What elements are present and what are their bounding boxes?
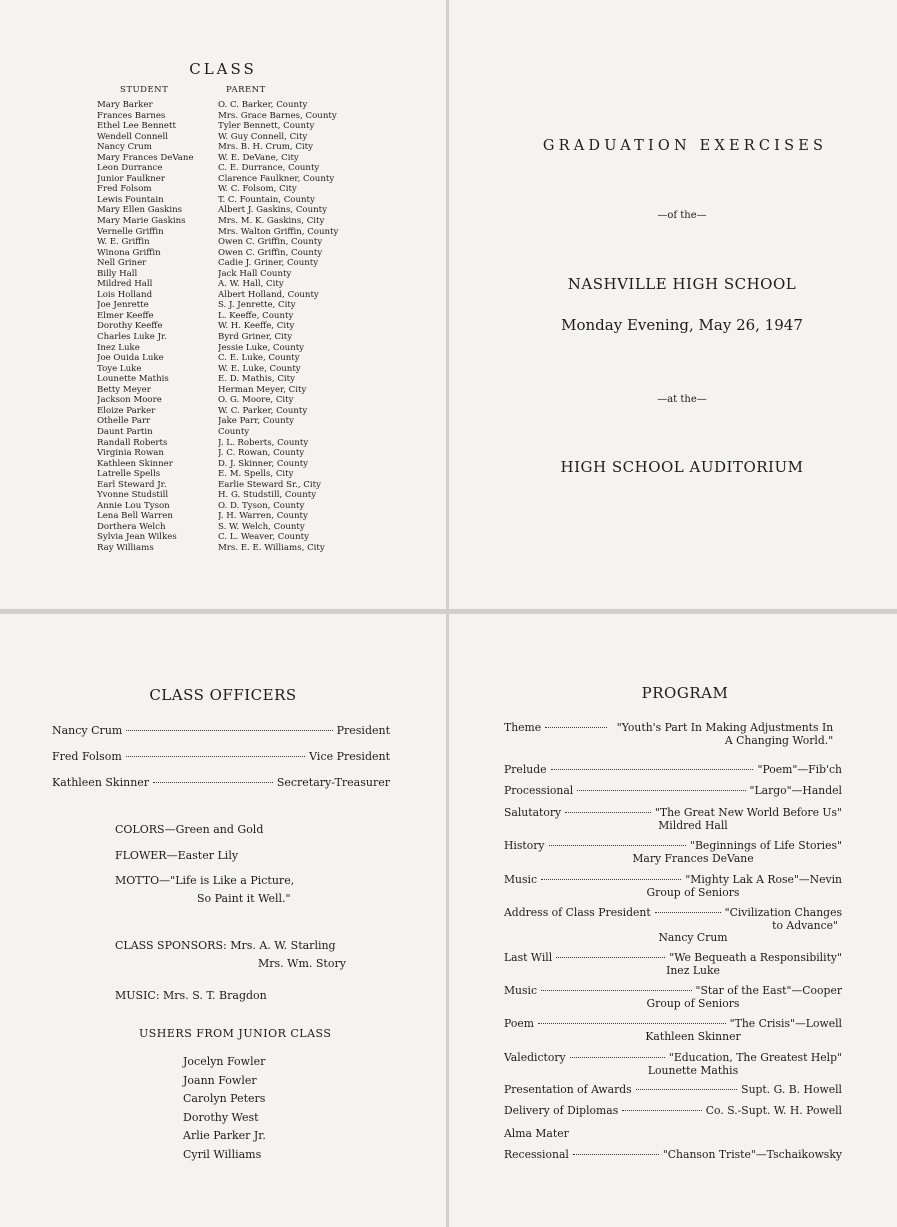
roster-row (97, 290, 397, 301)
roster-row (97, 532, 397, 543)
program-item-label: Salutatory (504, 806, 562, 819)
roster-row (97, 205, 397, 216)
cover-panel (449, 0, 897, 609)
roster-row (97, 258, 397, 269)
cover-venue: HIGH SCHOOL AUDITORIUM (560, 458, 804, 476)
parent-name: Byrd Griner, City (218, 332, 293, 343)
usher-name: Dorothy West (183, 1110, 259, 1124)
parent-name: Owen C. Griffin, County (218, 247, 323, 258)
program-item (504, 807, 842, 832)
program-item-value: "Mighty Lak A Rose"—Nevin (685, 873, 842, 886)
program-item-label: Music (504, 984, 538, 997)
student-name: Sylvia Jean Wilkes (97, 532, 177, 543)
leader-dots (545, 727, 607, 728)
program-title: PROGRAM (641, 684, 729, 702)
parent-name: C. E. Durrance, County (218, 163, 320, 174)
parent-name: Cadie J. Griner, County (218, 258, 319, 269)
program-item-performer: Inez Luke (666, 963, 720, 977)
parent-name: Albert Holland, County (218, 289, 319, 300)
program-item-value: Co. S.-Supt. W. H. Powell (705, 1104, 842, 1117)
student-name: Mary Ellen Gaskins (97, 205, 183, 216)
program-item-label: Delivery of Diplomas (504, 1104, 619, 1117)
program-item-label: Theme (504, 721, 542, 734)
student-name: Winona Griffin (97, 247, 161, 258)
class-sponsors (115, 937, 346, 973)
roster-row (97, 395, 397, 406)
student-name: Virginia Rowan (97, 448, 164, 459)
roster-row (97, 438, 397, 449)
student-name: Mildred Hall (97, 279, 153, 290)
program-item-value: "The Great New World Before Us" (654, 806, 842, 819)
parent-name: E. M. Spells, City (218, 469, 294, 480)
parent-name: Herman Meyer, City (218, 384, 307, 395)
officers-panel (0, 614, 446, 1227)
parent-name: Tyler Bennett, County (218, 121, 315, 132)
student-name: Kathleen Skinner (97, 458, 173, 469)
program-item-label: Recessional (504, 1148, 569, 1161)
program-item (504, 952, 842, 977)
program-item-value: "We Bequeath a Responsibility" (669, 951, 842, 964)
student-name: Lounette Mathis (97, 374, 169, 385)
parent-name: Clarence Faulkner, County (218, 173, 335, 184)
usher-name: Joann Fowler (183, 1073, 257, 1087)
cover-school-name: NASHVILLE HIGH SCHOOL (567, 275, 797, 293)
student-name: Inez Luke (97, 342, 140, 353)
parent-name: W. C. Parker, County (218, 405, 308, 416)
parent-column-header: PARENT (226, 85, 266, 95)
student-name: Nancy Crum (97, 142, 152, 153)
program-item (504, 1018, 842, 1043)
program-item (504, 874, 842, 899)
ushers-list (183, 1053, 266, 1165)
leader-dots (541, 879, 681, 880)
roster-row (97, 459, 397, 470)
program-item-label: Prelude (504, 763, 547, 776)
program-item-performer: Mildred Hall (658, 818, 728, 832)
parent-name: E. D. Mathis, City (218, 374, 295, 385)
leader-dots (551, 769, 754, 770)
roster-row (97, 174, 397, 185)
parent-name: D. J. Skinner, County (218, 458, 309, 469)
usher-name: Carolyn Peters (183, 1092, 266, 1106)
student-name: Mary Barker (97, 100, 153, 110)
leader-dots (556, 957, 665, 958)
roster-row (97, 543, 397, 554)
officer-name: Nancy Crum (52, 724, 123, 737)
sponsors-line-2: Mrs. Wm. Story (258, 957, 346, 970)
parent-name: J. H. Warren, County (218, 511, 308, 522)
program-item (504, 985, 842, 1010)
program-item-label: Music (504, 873, 538, 886)
roster-row (97, 163, 397, 174)
officer-role: President (336, 724, 390, 737)
leader-dots (549, 845, 687, 846)
parent-name: Earlie Steward Sr., City (218, 479, 321, 490)
parent-name: J. L. Roberts, County (218, 437, 309, 448)
student-name: Yvonne Studstill (97, 490, 169, 501)
program-item (504, 785, 842, 798)
officer-row (52, 750, 390, 763)
student-name: Annie Lou Tyson (97, 500, 170, 511)
program-item-value: "Star of the East"—Cooper (695, 984, 842, 997)
student-name: W. E. Griffin (97, 237, 150, 248)
officer-role: Vice President (309, 750, 390, 763)
class-motto (115, 872, 294, 908)
student-name: Nell Griner (97, 258, 147, 269)
leader-dots (153, 782, 273, 783)
parent-name: H. G. Studstill, County (218, 490, 317, 501)
cover-date: Monday Evening, May 26, 1947 (561, 316, 803, 334)
motto-line-2: So Paint it Well." (197, 892, 291, 905)
roster-row (97, 469, 397, 480)
roster-row (97, 480, 397, 491)
roster-row (97, 132, 397, 143)
parent-name: S. W. Welch, County (218, 521, 305, 532)
parent-name: W. E. Luke, County (218, 363, 301, 374)
class-colors: COLORS—Green and Gold (115, 823, 264, 836)
program-item (504, 764, 842, 777)
class-title: CLASS (189, 60, 257, 78)
roster-row (97, 427, 397, 438)
roster-row (97, 353, 397, 364)
officer-row (52, 776, 390, 789)
student-name: Betty Meyer (97, 384, 151, 395)
student-name: Randall Roberts (97, 437, 168, 448)
parent-name: W. E. DeVane, City (218, 152, 299, 163)
parent-name: W. Guy Connell, City (218, 131, 308, 142)
roster-row (97, 374, 397, 385)
sponsors-line-1: CLASS SPONSORS: Mrs. A. W. Starling (115, 939, 336, 952)
parent-name: O. D. Tyson, County (218, 500, 305, 511)
leader-dots (541, 990, 691, 991)
cover-title: GRADUATION EXERCISES (542, 138, 828, 154)
roster-row (97, 343, 397, 354)
program-item-value: "Youth's Part In Making Adjustments In A Changing World." (616, 721, 834, 747)
parent-name: Mrs. E. E. Williams, City (218, 542, 325, 553)
program-item-value: Supt. G. B. Howell (741, 1083, 842, 1096)
parent-name: O. G. Moore, City (218, 395, 294, 406)
usher-name: Cyril Williams (183, 1147, 262, 1161)
roster-row (97, 448, 397, 459)
roster-row (97, 100, 397, 111)
student-name: Earl Steward Jr. (97, 479, 167, 490)
program-item-value: "Beginnings of Life Stories" (690, 839, 842, 852)
class-roster-panel (0, 0, 446, 609)
roster-row (97, 227, 397, 238)
program-item-label: Last Will (504, 951, 553, 964)
roster-row (97, 111, 397, 122)
student-name: Billy Hall (97, 268, 138, 279)
program-item-value: "Civilization Changes (724, 906, 842, 919)
program-item-value: "The Crisis"—Lowell (729, 1017, 842, 1030)
roster-row (97, 153, 397, 164)
cover-of-the: —of the— (657, 210, 707, 221)
leader-dots (565, 812, 651, 813)
roster-list (97, 100, 397, 554)
student-name: Jackson Moore (97, 395, 162, 406)
roster-row (97, 195, 397, 206)
program-item-performer: Group of Seniors (646, 885, 740, 899)
student-name: Dorothy Keeffe (97, 321, 163, 332)
roster-row (97, 511, 397, 522)
program-item (504, 1052, 842, 1077)
roster-row (97, 248, 397, 259)
student-column-header: STUDENT (120, 85, 169, 95)
program-item-value: "Education, The Greatest Help" (668, 1051, 842, 1064)
student-name: Mary Frances DeVane (97, 152, 194, 163)
student-name: Vernelle Griffin (97, 226, 164, 237)
program-item-value-continued: to Advance" (772, 918, 838, 932)
program-item-performer: Lounette Mathis (647, 1063, 739, 1077)
program-item-value: "Largo"—Handel (749, 784, 842, 797)
program-item-label: Processional (504, 784, 574, 797)
roster-row (97, 332, 397, 343)
roster-row (97, 490, 397, 501)
parent-name: W. H. Keeffe, City (218, 321, 295, 332)
cover-at-the: —at the— (657, 394, 707, 405)
student-name: Joe Ouida Luke (97, 353, 164, 364)
program-item-label: Presentation of Awards (504, 1083, 632, 1096)
leader-dots (573, 1154, 659, 1155)
student-name: Joe Jenrette (97, 300, 149, 311)
roster-row (97, 279, 397, 290)
leader-dots (126, 730, 332, 731)
usher-name: Arlie Parker Jr. (183, 1129, 266, 1143)
program-item (504, 1105, 842, 1118)
parent-name: S. J. Jenrette, City (218, 300, 296, 311)
leader-dots (126, 756, 305, 757)
parent-name: Jack Hall County (218, 268, 292, 279)
student-name: Toye Luke (97, 363, 142, 374)
parent-name: J. C. Rowan, County (218, 448, 305, 459)
roster-row (97, 416, 397, 427)
roster-row (97, 184, 397, 195)
student-name: Ethel Lee Bennett (97, 121, 176, 132)
parent-name: County (218, 426, 250, 437)
program-item-label: History (504, 839, 545, 852)
roster-row (97, 501, 397, 512)
parent-name: W. C. Folsom, City (218, 184, 297, 195)
leader-dots (622, 1110, 702, 1111)
program-item-performer: Mary Frances DeVane (632, 851, 754, 865)
motto-line-1: MOTTO—"Life is Like a Picture, (115, 874, 295, 887)
student-name: Mary Marie Gaskins (97, 216, 186, 227)
ushers-title: USHERS FROM JUNIOR CLASS (139, 1027, 332, 1040)
parent-name: Mrs. Grace Barnes, County (218, 110, 337, 121)
program-item-value: "Chanson Triste"—Tschaikowsky (662, 1148, 842, 1161)
class-music: MUSIC: Mrs. S. T. Bragdon (115, 989, 267, 1002)
parent-name: C. E. Luke, County (218, 353, 300, 364)
program-item-performer: Kathleen Skinner (645, 1029, 741, 1043)
roster-row (97, 142, 397, 153)
roster-row (97, 364, 397, 375)
roster-row (97, 385, 397, 396)
program-item-performer: Group of Seniors (646, 996, 740, 1010)
roster-row (97, 522, 397, 533)
roster-row (97, 321, 397, 332)
program-item (504, 1128, 842, 1141)
parent-name: Albert J. Gaskins, County (218, 205, 327, 216)
roster-row (97, 237, 397, 248)
student-name: Lois Holland (97, 289, 153, 300)
program-item-value: "Poem"—Fib'ch (757, 763, 842, 776)
student-name: Othelle Parr (97, 416, 151, 427)
student-name: Lena Bell Warren (97, 511, 173, 522)
student-name: Fred Folsom (97, 184, 152, 195)
program-item (504, 1149, 842, 1162)
parent-name: Jake Parr, County (218, 416, 294, 427)
student-name: Charles Luke Jr. (97, 332, 167, 343)
program-panel (449, 614, 897, 1227)
parent-name: C. L. Weaver, County (218, 532, 309, 543)
leader-dots (577, 790, 745, 791)
student-name: Junior Faulkner (97, 173, 165, 184)
officer-name: Kathleen Skinner (52, 776, 150, 789)
leader-dots (655, 912, 721, 913)
program-item (504, 1084, 842, 1097)
parent-name: Mrs. B. H. Crum, City (218, 142, 313, 153)
student-name: Lewis Fountain (97, 194, 164, 205)
parent-name: L. Keeffe, County (218, 310, 294, 321)
roster-row (97, 300, 397, 311)
program-item (504, 907, 842, 945)
program-item-performer: Nancy Crum (658, 931, 728, 944)
student-name: Ray Williams (97, 542, 154, 553)
officer-row (52, 724, 390, 737)
program-item-label: Valedictory (504, 1051, 566, 1064)
program-item (504, 840, 842, 865)
leader-dots (570, 1057, 665, 1058)
leader-dots (538, 1023, 726, 1024)
parent-name: T. C. Fountain, County (218, 194, 315, 205)
parent-name: O. C. Barker, County (218, 100, 308, 110)
parent-name: Owen C. Griffin, County (218, 237, 323, 248)
parent-name: Mrs. M. K. Gaskins, City (218, 216, 325, 227)
student-name: Dorthera Welch (97, 521, 166, 532)
roster-row (97, 121, 397, 132)
program-theme (504, 722, 842, 747)
officer-name: Fred Folsom (52, 750, 122, 763)
officers-title: CLASS OFFICERS (149, 686, 297, 704)
student-name: Latrelle Spells (97, 469, 161, 480)
roster-row (97, 216, 397, 227)
roster-row (97, 406, 397, 417)
student-name: Eloize Parker (97, 405, 156, 416)
student-name: Daunt Partin (97, 426, 153, 437)
program-item-label: Alma Mater (504, 1127, 569, 1140)
officer-role: Secretary-Treasurer (276, 776, 390, 789)
parent-name: A. W. Hall, City (218, 279, 284, 290)
roster-row (97, 269, 397, 280)
student-name: Frances Barnes (97, 110, 166, 121)
usher-name: Jocelyn Fowler (183, 1055, 266, 1068)
student-name: Elmer Keeffe (97, 310, 154, 321)
program-item-label: Address of Class President (504, 906, 651, 919)
student-name: Leon Durrance (97, 163, 163, 174)
leader-dots (636, 1089, 737, 1090)
student-name: Wendell Connell (97, 131, 168, 142)
class-flower: FLOWER—Easter Lily (115, 849, 239, 862)
roster-row (97, 311, 397, 322)
parent-name: Mrs. Walton Griffin, County (218, 226, 339, 237)
program-item-label: Poem (504, 1017, 534, 1030)
parent-name: Jessie Luke, County (218, 342, 305, 353)
